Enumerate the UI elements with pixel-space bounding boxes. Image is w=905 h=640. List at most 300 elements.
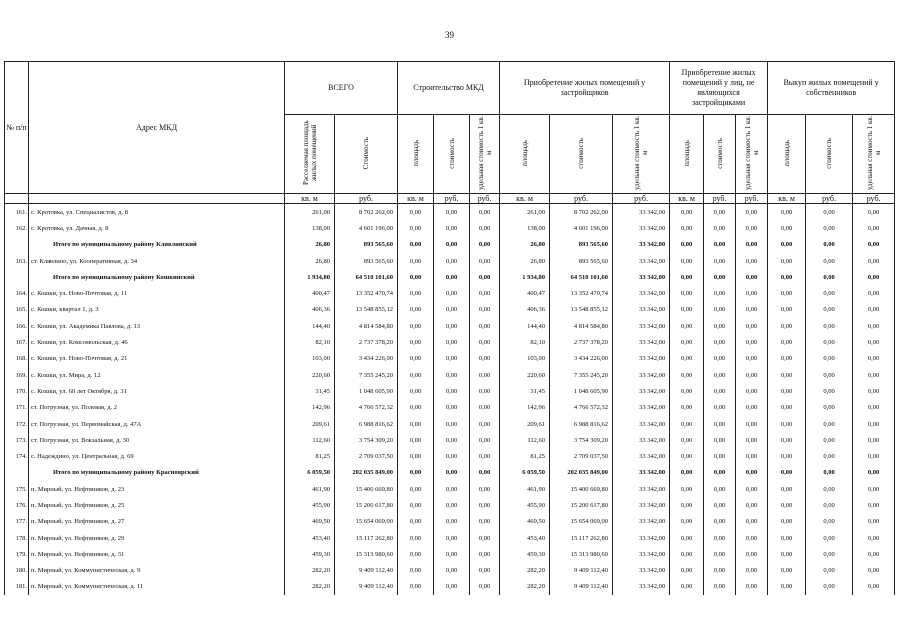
unit-sqm: кв. м: [500, 194, 550, 204]
value-cell: 33 342,00: [613, 530, 670, 546]
value-cell: 0,00: [704, 579, 736, 595]
table-row: [5, 497, 895, 513]
value-cell: 0,00: [853, 400, 895, 416]
header-purchase-dev: Приобретение жилых помещений у застройщиков: [500, 62, 670, 115]
table-row: [5, 285, 895, 301]
row-number: 177.: [5, 514, 29, 530]
table-row: [5, 530, 895, 546]
value-cell: 0,00: [470, 432, 500, 448]
value-cell: 0,00: [470, 318, 500, 334]
value-cell: 33 342,00: [613, 400, 670, 416]
value-cell: 13 352 470,74: [550, 285, 613, 301]
subtotal-label: Итого по муниципальному району Кошкинский: [29, 269, 285, 285]
value-cell: 1 934,80: [285, 269, 335, 285]
value-cell: 0,00: [768, 367, 806, 383]
value-cell: 15 400 669,80: [550, 481, 613, 497]
value-cell: 0,00: [704, 546, 736, 562]
row-number: 166.: [5, 318, 29, 334]
value-cell: 15 313 980,60: [335, 546, 398, 562]
value-cell: 0,00: [704, 448, 736, 464]
value-cell: 0,00: [736, 514, 768, 530]
value-cell: 0,00: [470, 367, 500, 383]
address-cell: п. Мирный, ул. Нефтяников, д. 29: [29, 530, 285, 546]
header-total: ВСЕГО: [285, 62, 398, 115]
value-cell: 0,00: [736, 237, 768, 253]
value-cell: 0,00: [704, 269, 736, 285]
value-cell: 33 342,00: [613, 237, 670, 253]
value-cell: 0,00: [434, 237, 470, 253]
row-number: 176.: [5, 497, 29, 513]
value-cell: 15 117 262,80: [335, 530, 398, 546]
value-cell: 15 200 617,80: [550, 497, 613, 513]
value-cell: 26,80: [500, 237, 550, 253]
value-cell: 4 766 572,32: [550, 400, 613, 416]
value-cell: 0,00: [398, 318, 434, 334]
value-cell: 33 342,00: [613, 285, 670, 301]
value-cell: 0,00: [853, 204, 895, 221]
value-cell: 453,40: [285, 530, 335, 546]
row-number: 174.: [5, 448, 29, 464]
table-row: [5, 481, 895, 497]
subheader-dev-area: площадь: [500, 115, 550, 194]
value-cell: 15 654 069,00: [335, 514, 398, 530]
value-cell: 0,00: [470, 351, 500, 367]
value-cell: 103,00: [285, 351, 335, 367]
value-cell: 0,00: [470, 383, 500, 399]
value-cell: 0,00: [853, 383, 895, 399]
value-cell: 0,00: [806, 400, 853, 416]
value-cell: 0,00: [670, 204, 704, 221]
value-cell: 64 510 101,60: [550, 269, 613, 285]
value-cell: 0,00: [768, 351, 806, 367]
value-cell: 0,00: [670, 237, 704, 253]
value-cell: 0,00: [736, 481, 768, 497]
value-cell: 0,00: [434, 416, 470, 432]
unit-sqm: кв. м: [398, 194, 434, 204]
value-cell: 469,50: [285, 514, 335, 530]
value-cell: 0,00: [768, 579, 806, 595]
subheader-nondev-unit: удельная стоимость 1 кв. м: [736, 115, 768, 194]
value-cell: 0,00: [736, 334, 768, 350]
value-cell: 0,00: [398, 448, 434, 464]
value-cell: 0,00: [398, 416, 434, 432]
row-number: 171.: [5, 400, 29, 416]
value-cell: 0,00: [470, 465, 500, 481]
value-cell: 209,61: [285, 416, 335, 432]
value-cell: 0,00: [768, 465, 806, 481]
value-cell: 0,00: [806, 530, 853, 546]
value-cell: 33 342,00: [613, 514, 670, 530]
value-cell: 0,00: [768, 416, 806, 432]
value-cell: 0,00: [470, 563, 500, 579]
value-cell: 0,00: [806, 546, 853, 562]
table-row: [5, 416, 895, 432]
address-cell: с. Кошки, ул. Ново-Почтовая, д. 11: [29, 285, 285, 301]
row-number: 179.: [5, 546, 29, 562]
value-cell: 142,96: [285, 400, 335, 416]
subheader-constr-cost: стоимость: [434, 115, 470, 194]
value-cell: 459,30: [500, 546, 550, 562]
value-cell: 3 754 309,20: [335, 432, 398, 448]
value-cell: 0,00: [470, 416, 500, 432]
value-cell: 0,00: [704, 432, 736, 448]
value-cell: 0,00: [768, 269, 806, 285]
value-cell: 0,00: [806, 285, 853, 301]
page-number: 39: [445, 30, 454, 40]
value-cell: 0,00: [670, 302, 704, 318]
units-row: [5, 194, 895, 204]
value-cell: 0,00: [470, 204, 500, 221]
value-cell: 0,00: [434, 383, 470, 399]
value-cell: 0,00: [768, 481, 806, 497]
value-cell: 0,00: [736, 269, 768, 285]
value-cell: 455,90: [500, 497, 550, 513]
value-cell: 220,60: [500, 367, 550, 383]
value-cell: 0,00: [704, 465, 736, 481]
table-row: [5, 334, 895, 350]
address-cell: п. Мирный, ул. Нефтяников, д. 23: [29, 481, 285, 497]
value-cell: 0,00: [470, 220, 500, 236]
value-cell: 0,00: [398, 302, 434, 318]
value-cell: 0,00: [736, 318, 768, 334]
value-cell: 0,00: [434, 432, 470, 448]
value-cell: 0,00: [768, 253, 806, 269]
row-number: 181.: [5, 579, 29, 595]
value-cell: 0,00: [806, 204, 853, 221]
value-cell: 2 709 037,50: [335, 448, 398, 464]
table-row: [5, 204, 895, 221]
value-cell: 0,00: [704, 253, 736, 269]
value-cell: 82,10: [500, 334, 550, 350]
value-cell: 2 737 378,20: [550, 334, 613, 350]
address-cell: ст. Погрузная, ул. Вокзальная, д. 30: [29, 432, 285, 448]
value-cell: 0,00: [768, 546, 806, 562]
header-address: Адрес МКД: [29, 62, 285, 194]
table-row: [5, 400, 895, 416]
value-cell: 0,00: [434, 220, 470, 236]
address-cell: с. Кротовка, ул. Дачная, д. 8: [29, 220, 285, 236]
value-cell: 0,00: [768, 448, 806, 464]
value-cell: 0,00: [853, 481, 895, 497]
value-cell: 0,00: [670, 318, 704, 334]
subheader-dev-unit: удельная стоимость 1 кв. м: [613, 115, 670, 194]
value-cell: 0,00: [736, 285, 768, 301]
value-cell: 0,00: [434, 563, 470, 579]
value-cell: 0,00: [768, 432, 806, 448]
table-row: [5, 367, 895, 383]
value-cell: 33 342,00: [613, 220, 670, 236]
value-cell: 15 200 617,80: [335, 497, 398, 513]
value-cell: 0,00: [736, 204, 768, 221]
value-cell: 6 988 816,62: [550, 416, 613, 432]
value-cell: 6 988 816,62: [335, 416, 398, 432]
value-cell: 406,36: [500, 302, 550, 318]
value-cell: 0,00: [398, 514, 434, 530]
value-cell: 0,00: [434, 579, 470, 595]
value-cell: 0,00: [434, 530, 470, 546]
table-row: [5, 563, 895, 579]
value-cell: 1 934,80: [500, 269, 550, 285]
value-cell: 0,00: [704, 302, 736, 318]
value-cell: 0,00: [806, 448, 853, 464]
table-row: [5, 318, 895, 334]
value-cell: 0,00: [670, 351, 704, 367]
value-cell: 0,00: [853, 351, 895, 367]
value-cell: 0,00: [853, 546, 895, 562]
value-cell: 0,00: [768, 220, 806, 236]
value-cell: 0,00: [704, 563, 736, 579]
table-row: [5, 432, 895, 448]
value-cell: 461,90: [285, 481, 335, 497]
value-cell: 112,60: [500, 432, 550, 448]
value-cell: 0,00: [670, 481, 704, 497]
value-cell: 0,00: [736, 579, 768, 595]
value-cell: 202 035 849,00: [335, 465, 398, 481]
unit-rub: руб.: [704, 194, 736, 204]
value-cell: 0,00: [434, 514, 470, 530]
value-cell: 33 342,00: [613, 432, 670, 448]
value-cell: 81,25: [285, 448, 335, 464]
value-cell: 0,00: [806, 416, 853, 432]
value-cell: 0,00: [736, 253, 768, 269]
unit-rub: руб.: [335, 194, 398, 204]
value-cell: 33 342,00: [613, 351, 670, 367]
row-number: 161.: [5, 204, 29, 221]
address-cell: с. Кошки, ул. Ново-Почтовая, д. 21: [29, 351, 285, 367]
address-cell: с. Надеждино, ул. Центральная, д. 69: [29, 448, 285, 464]
unit-rub: руб.: [806, 194, 853, 204]
row-number: 178.: [5, 530, 29, 546]
value-cell: 0,00: [670, 448, 704, 464]
value-cell: 0,00: [434, 351, 470, 367]
value-cell: 15 654 069,00: [550, 514, 613, 530]
value-cell: 81,25: [500, 448, 550, 464]
value-cell: 7 355 245,20: [550, 367, 613, 383]
value-cell: 0,00: [398, 530, 434, 546]
subheader-total-cost: Стоимость: [335, 115, 398, 194]
value-cell: 282,20: [500, 579, 550, 595]
value-cell: 0,00: [398, 383, 434, 399]
value-cell: 0,00: [670, 579, 704, 595]
value-cell: 0,00: [806, 563, 853, 579]
value-cell: 0,00: [768, 530, 806, 546]
value-cell: 220,60: [285, 367, 335, 383]
value-cell: 0,00: [806, 237, 853, 253]
value-cell: 0,00: [704, 497, 736, 513]
value-cell: 0,00: [853, 416, 895, 432]
value-cell: 400,47: [285, 285, 335, 301]
row-number: [5, 269, 29, 285]
subheader-constr-area: площадь: [398, 115, 434, 194]
row-number: 162.: [5, 220, 29, 236]
value-cell: 0,00: [398, 563, 434, 579]
value-cell: 3 754 309,20: [550, 432, 613, 448]
subheader-nondev-cost: стоимость: [704, 115, 736, 194]
value-cell: 455,90: [285, 497, 335, 513]
value-cell: 893 565,60: [335, 237, 398, 253]
value-cell: 0,00: [398, 237, 434, 253]
value-cell: 0,00: [470, 530, 500, 546]
value-cell: 0,00: [853, 318, 895, 334]
value-cell: 0,00: [670, 563, 704, 579]
value-cell: 0,00: [434, 318, 470, 334]
value-cell: 0,00: [398, 351, 434, 367]
value-cell: 0,00: [470, 334, 500, 350]
value-cell: 400,47: [500, 285, 550, 301]
value-cell: 0,00: [768, 563, 806, 579]
value-cell: 2 737 378,20: [335, 334, 398, 350]
address-cell: п. Мирный, ул. Коммунистическая, д. 9: [29, 563, 285, 579]
value-cell: 0,00: [670, 497, 704, 513]
value-cell: 0,00: [806, 302, 853, 318]
value-cell: 8 702 262,00: [550, 204, 613, 221]
row-number: 169.: [5, 367, 29, 383]
value-cell: 26,80: [285, 253, 335, 269]
row-number: 173.: [5, 432, 29, 448]
address-cell: с. Кошки, ул. 60 лет Октября, д. 31: [29, 383, 285, 399]
address-cell: п. Мирный, ул. Коммунистическая, д. 11: [29, 579, 285, 595]
value-cell: 1 048 605,90: [550, 383, 613, 399]
value-cell: 406,36: [285, 302, 335, 318]
row-number: 175.: [5, 481, 29, 497]
subheader-nondev-area: площадь: [670, 115, 704, 194]
row-number: 172.: [5, 416, 29, 432]
value-cell: 33 342,00: [613, 546, 670, 562]
value-cell: 0,00: [470, 400, 500, 416]
unit-rub: руб.: [470, 194, 500, 204]
header-buyout: Выкуп жилых помещений у собственников: [768, 62, 895, 115]
value-cell: 33 342,00: [613, 334, 670, 350]
value-cell: 0,00: [670, 269, 704, 285]
header-construction: Строительство МКД: [398, 62, 500, 115]
value-cell: 0,00: [670, 432, 704, 448]
value-cell: 0,00: [806, 253, 853, 269]
row-number: [5, 465, 29, 481]
subtotal-row: [5, 465, 895, 481]
value-cell: 469,50: [500, 514, 550, 530]
value-cell: 0,00: [806, 334, 853, 350]
value-cell: 0,00: [434, 481, 470, 497]
value-cell: 9 409 112,40: [550, 563, 613, 579]
value-cell: 33 342,00: [613, 563, 670, 579]
value-cell: 0,00: [704, 481, 736, 497]
value-cell: 0,00: [768, 334, 806, 350]
value-cell: 82,10: [285, 334, 335, 350]
value-cell: 282,20: [285, 579, 335, 595]
value-cell: 0,00: [704, 204, 736, 221]
address-cell: п. Мирный, ул. Нефтяников, д. 27: [29, 514, 285, 530]
value-cell: 0,00: [806, 367, 853, 383]
value-cell: 0,00: [434, 269, 470, 285]
value-cell: 33 342,00: [613, 416, 670, 432]
value-cell: 0,00: [806, 497, 853, 513]
value-cell: 0,00: [768, 400, 806, 416]
value-cell: 4 766 572,32: [335, 400, 398, 416]
value-cell: 9 409 112,40: [550, 579, 613, 595]
resettlement-table: [4, 61, 895, 595]
value-cell: 0,00: [434, 465, 470, 481]
unit-sqm: кв. м: [285, 194, 335, 204]
row-number: 163.: [5, 253, 29, 269]
value-cell: 282,20: [500, 563, 550, 579]
subheader-buyout-area: площадь: [768, 115, 806, 194]
row-number: 180.: [5, 563, 29, 579]
value-cell: 0,00: [736, 367, 768, 383]
value-cell: 0,00: [768, 285, 806, 301]
value-cell: 0,00: [853, 302, 895, 318]
value-cell: 0,00: [768, 204, 806, 221]
value-cell: 0,00: [806, 383, 853, 399]
value-cell: 13 548 855,12: [550, 302, 613, 318]
value-cell: 282,20: [285, 563, 335, 579]
value-cell: 0,00: [853, 579, 895, 595]
table-row: [5, 514, 895, 530]
value-cell: 6 059,50: [500, 465, 550, 481]
unit-sqm: кв. м: [768, 194, 806, 204]
value-cell: 202 035 849,00: [550, 465, 613, 481]
row-number: 170.: [5, 383, 29, 399]
value-cell: 0,00: [853, 285, 895, 301]
value-cell: 0,00: [806, 269, 853, 285]
value-cell: 0,00: [398, 579, 434, 595]
value-cell: 0,00: [470, 546, 500, 562]
value-cell: 0,00: [434, 253, 470, 269]
value-cell: 0,00: [853, 514, 895, 530]
subtotal-label: Итого по муниципальному району Клявлинский: [29, 237, 285, 253]
value-cell: 209,61: [500, 416, 550, 432]
value-cell: 0,00: [470, 448, 500, 464]
value-cell: 459,30: [285, 546, 335, 562]
table-row: [5, 220, 895, 236]
value-cell: 0,00: [806, 432, 853, 448]
value-cell: 0,00: [704, 318, 736, 334]
value-cell: 13 548 855,12: [335, 302, 398, 318]
value-cell: 0,00: [398, 465, 434, 481]
value-cell: 0,00: [704, 530, 736, 546]
value-cell: 33 342,00: [613, 302, 670, 318]
value-cell: 0,00: [434, 546, 470, 562]
value-cell: 15 313 980,60: [550, 546, 613, 562]
value-cell: 138,00: [500, 220, 550, 236]
value-cell: 0,00: [670, 220, 704, 236]
value-cell: 0,00: [853, 220, 895, 236]
value-cell: 0,00: [670, 530, 704, 546]
value-cell: 31,45: [285, 383, 335, 399]
value-cell: 453,40: [500, 530, 550, 546]
value-cell: 461,90: [500, 481, 550, 497]
value-cell: 0,00: [704, 334, 736, 350]
value-cell: 0,00: [398, 269, 434, 285]
value-cell: 0,00: [768, 383, 806, 399]
value-cell: 0,00: [704, 220, 736, 236]
value-cell: 0,00: [470, 253, 500, 269]
value-cell: 0,00: [853, 563, 895, 579]
value-cell: 142,96: [500, 400, 550, 416]
address-cell: ст. Клявлино, ул. Кооперативная, д. 34: [29, 253, 285, 269]
value-cell: 33 342,00: [613, 318, 670, 334]
value-cell: 33 342,00: [613, 481, 670, 497]
value-cell: 0,00: [704, 383, 736, 399]
value-cell: 6 059,50: [285, 465, 335, 481]
value-cell: 0,00: [434, 497, 470, 513]
value-cell: 0,00: [768, 318, 806, 334]
value-cell: 15 117 262,80: [550, 530, 613, 546]
value-cell: 0,00: [806, 465, 853, 481]
value-cell: 0,00: [470, 237, 500, 253]
value-cell: 0,00: [470, 302, 500, 318]
value-cell: 0,00: [736, 383, 768, 399]
row-number: 167.: [5, 334, 29, 350]
